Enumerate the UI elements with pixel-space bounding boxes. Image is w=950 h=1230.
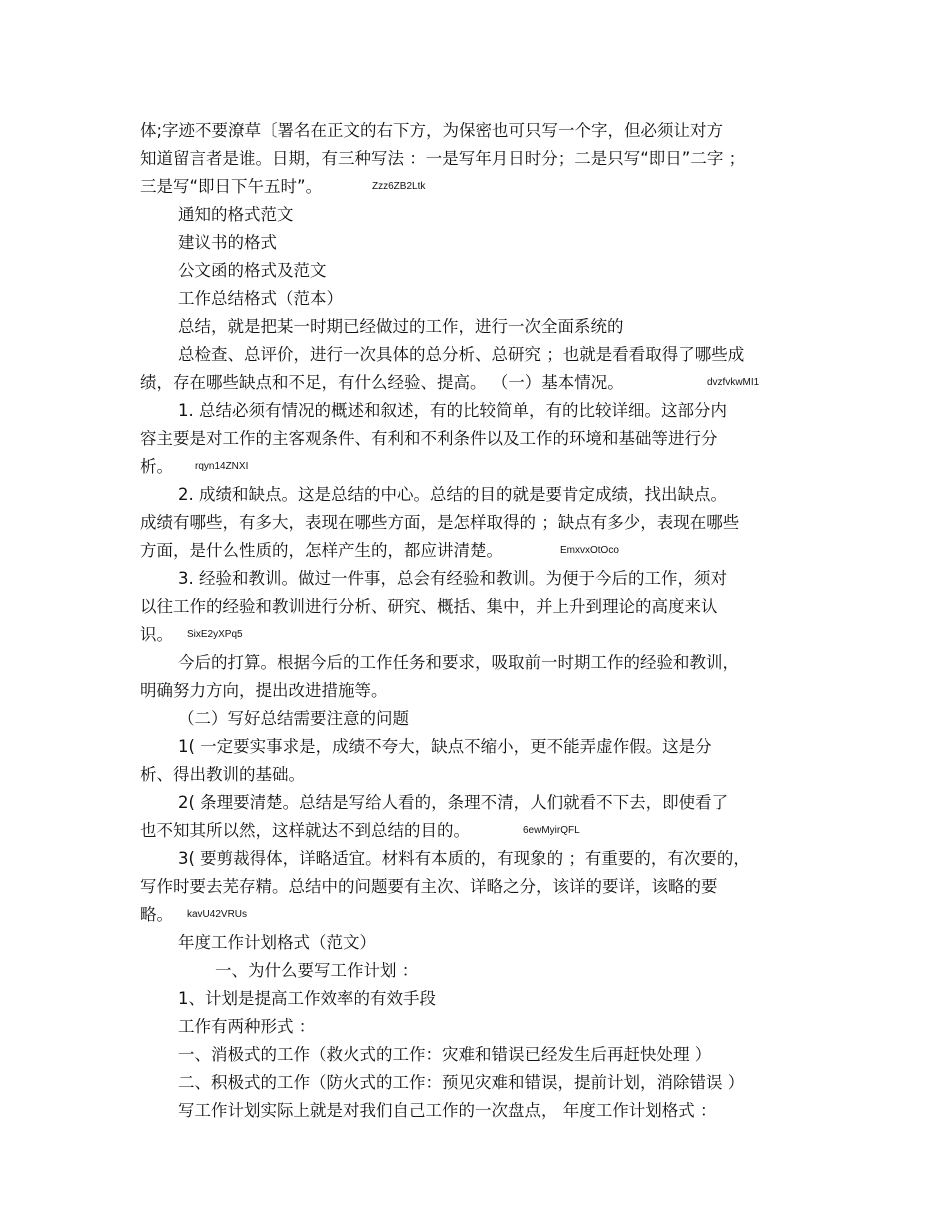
doc-code: Zzz6ZB2Ltk (372, 181, 426, 192)
text-line: 2. 成绩和缺点。这是总结的中心。总结的目的就是要肯定成绩，找出缺点。 (178, 485, 727, 504)
text-line: 总结，就是把某一时期已经做过的工作，进行一次全面系统的 (178, 317, 624, 336)
text-line: 体;字迹不要潦草〔署名在正文的右下方，为保密也可只写一个字，但必须让对方 (140, 121, 724, 140)
section-title: 工作总结格式（范本） (178, 289, 343, 308)
text-line: 公文函的格式及范文 (178, 261, 327, 280)
text-line: 1( 一定要实事求是，成绩不夸大，缺点不缩小，更不能弄虚作假。这是分 (178, 737, 712, 756)
text-line: 通知的格式范文 (178, 205, 294, 224)
text-line: 略。 (140, 905, 173, 924)
text-line: 1. 总结必须有情况的概述和叙述，有的比较简单，有的比较详细。这部分内 (178, 401, 727, 420)
doc-code: kavU42VRUs (187, 909, 248, 920)
doc-code: 6ewMyirQFL (523, 825, 580, 836)
text-line: 建议书的格式 (178, 233, 277, 252)
text-line: 绩，存在哪些缺点和不足，有什么经验、提高。 （一）基本情况。 (140, 373, 624, 392)
text-line: 明确努力方向，提出改进措施等。 (140, 681, 388, 700)
text-line: 今后的打算。根据今后的工作任务和要求，吸取前一时期工作的经验和教训， (178, 653, 739, 672)
text-line: 1、计划是提高工作效率的有效手段 (178, 989, 436, 1008)
text-line: 3. 经验和教训。做过一件事，总会有经验和教训。为便于今后的工作，须对 (178, 569, 727, 588)
doc-code: EmxvxOtOco (560, 545, 619, 556)
text-line: 识。 (140, 625, 173, 644)
doc-code: rqyn14ZNXI (195, 461, 249, 472)
text-line: 写工作计划实际上就是对我们自己工作的一次盘点， 年度工作计划格式 ： (178, 1101, 717, 1120)
text-line: 工作有两种形式 ： (178, 1017, 316, 1036)
text-line: 3( 要剪裁得体，详略适宜。材料有本质的，有现象的 ；有重要的，有次要的， (178, 849, 750, 868)
text-line: 三是写“即日下午五时”。 (140, 177, 323, 196)
text-line: 析、得出教训的基础。 (140, 765, 305, 784)
text-line: 也不知其所以然，这样就达不到总结的目的。 (140, 821, 470, 840)
text-line: 方面，是什么性质的，怎样产生的，都应讲清楚。 (140, 541, 503, 560)
text-line: 知道留言者是谁。日期，有三种写法 ：一是写年月日时分；二是只写“即日”二字 ； (140, 149, 746, 168)
text-line: 2( 条理要清楚。总结是写给人看的，条理不清，人们就看不下去，即使看了 (178, 793, 729, 812)
text-line: 以往工作的经验和教训进行分析、研究、概括、集中，并上升到理论的高度来认 (140, 597, 718, 616)
section-title: （二）写好总结需要注意的问题 (178, 709, 409, 728)
text-line: 成绩有哪些，有多大，表现在哪些方面，是怎样取得的 ；缺点有多少，表现在哪些 (140, 513, 740, 532)
text-line: 析。 (140, 457, 173, 476)
text-line: 写作时要去芜存精。总结中的问题要有主次、详略之分，该详的要详，该略的要 (140, 877, 718, 896)
section-title: 年度工作计划格式（范文） (178, 933, 376, 952)
doc-code: dvzfvkwMI1 (707, 377, 760, 388)
text-line: 总检查、总评价，进行一次具体的总分析、总研究 ；也就是看看取得了哪些成 (178, 345, 745, 364)
text-line: 容主要是对工作的主客观条件、有利和不利条件以及工作的环境和基础等进行分 (140, 429, 718, 448)
text-line: 一、为什么要写工作计划 ： (215, 961, 419, 980)
text-line: 一、消极式的工作（救火式的工作：灾难和错误已经发生后再赶快处理 ） (178, 1045, 712, 1064)
text-line: 二、积极式的工作（防火式的工作：预见灾难和错误，提前计划，消除错误 ） (178, 1073, 745, 1092)
doc-code: SixE2yXPq5 (187, 629, 243, 640)
